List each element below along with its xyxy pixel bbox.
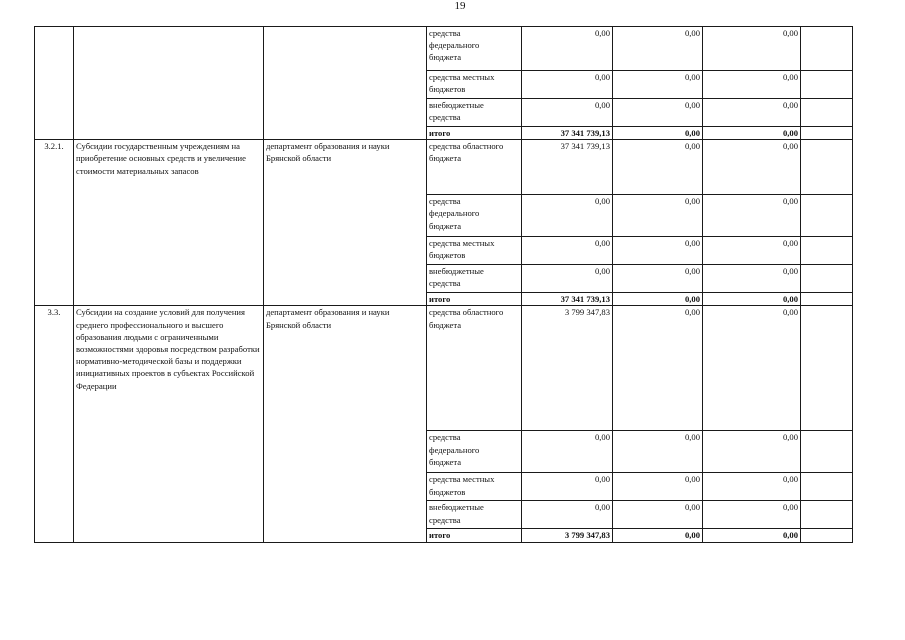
- empty-cell: [801, 237, 853, 265]
- empty-cell: [801, 293, 853, 306]
- total-amount-cell: 0,00: [613, 529, 703, 542]
- funding-source-cell: средства местных бюджетов: [427, 71, 522, 99]
- amount-cell: 0,00: [703, 99, 801, 127]
- funding-source-cell: внебюджетные средства: [427, 501, 522, 529]
- total-amount-cell: 37 341 739,13: [522, 293, 613, 306]
- amount-cell: 0,00: [703, 237, 801, 265]
- funding-source-cell: средства местных бюджетов: [427, 473, 522, 501]
- amount-cell: 0,00: [613, 265, 703, 293]
- empty-cell: [801, 71, 853, 99]
- amount-cell: 0,00: [703, 71, 801, 99]
- amount-cell: 0,00: [613, 195, 703, 237]
- amount-cell: 0,00: [613, 473, 703, 501]
- amount-cell: 0,00: [703, 140, 801, 195]
- measure-name: Субсидии на создание условий для получения среднего профессионального и высшего образования людьми с ограниченными возможностями здоровья посредством разработки нормативно-методической базы и поддержки инициативных проектов в субъектах Российской Федерации: [74, 306, 264, 542]
- total-amount-cell: 0,00: [613, 293, 703, 306]
- amount-cell: 0,00: [522, 27, 613, 71]
- amount-cell: 0,00: [613, 71, 703, 99]
- amount-cell: 3 799 347,83: [522, 306, 613, 431]
- amount-cell: 0,00: [613, 237, 703, 265]
- funding-source-cell: средства федерального бюджета: [427, 195, 522, 237]
- amount-cell: 0,00: [703, 306, 801, 431]
- amount-cell: 0,00: [613, 431, 703, 473]
- funding-source-cell: внебюджетные средства: [427, 265, 522, 293]
- measure-name: Субсидии государственным учреждениям на приобретение основных средств и увеличение стоимости материальных запасов: [74, 140, 264, 306]
- amount-cell: 0,00: [613, 99, 703, 127]
- amount-cell: 0,00: [522, 501, 613, 529]
- empty-cell: [801, 306, 853, 431]
- amount-cell: 0,00: [522, 195, 613, 237]
- empty-cell: [801, 99, 853, 127]
- executor-cell: [264, 27, 427, 140]
- total-amount-cell: 0,00: [613, 127, 703, 140]
- item-number: 3.3.: [35, 306, 74, 542]
- amount-cell: 0,00: [703, 27, 801, 71]
- amount-cell: 37 341 739,13: [522, 140, 613, 195]
- total-amount-cell: 0,00: [703, 293, 801, 306]
- funding-source-cell: средства областного бюджета: [427, 306, 522, 431]
- total-amount-cell: 37 341 739,13: [522, 127, 613, 140]
- amount-cell: 0,00: [522, 71, 613, 99]
- amount-cell: 0,00: [703, 431, 801, 473]
- table-row: [35, 306, 853, 431]
- amount-cell: 0,00: [522, 431, 613, 473]
- amount-cell: 0,00: [613, 27, 703, 71]
- amount-cell: 0,00: [613, 501, 703, 529]
- total-amount-cell: 0,00: [703, 529, 801, 542]
- total-label-cell: итого: [427, 127, 522, 140]
- funding-table: [34, 26, 853, 543]
- amount-cell: 0,00: [613, 306, 703, 431]
- amount-cell: 0,00: [703, 265, 801, 293]
- amount-cell: 0,00: [522, 473, 613, 501]
- amount-cell: 0,00: [613, 140, 703, 195]
- total-label-cell: итого: [427, 529, 522, 542]
- amount-cell: 0,00: [522, 237, 613, 265]
- empty-cell: [801, 195, 853, 237]
- amount-cell: 0,00: [703, 473, 801, 501]
- number-cell: [35, 27, 74, 140]
- empty-cell: [801, 140, 853, 195]
- item-number: 3.2.1.: [35, 140, 74, 306]
- funding-source-cell: средства федерального бюджета: [427, 431, 522, 473]
- executor-name: департамент образования и науки Брянской области: [264, 140, 427, 306]
- table-row: [35, 140, 853, 195]
- empty-cell: [801, 127, 853, 140]
- empty-cell: [801, 265, 853, 293]
- empty-cell: [801, 27, 853, 71]
- amount-cell: 0,00: [522, 99, 613, 127]
- page-number: 19: [454, 0, 466, 12]
- empty-cell: [801, 529, 853, 542]
- measure-name-cell: [74, 27, 264, 140]
- total-amount-cell: 3 799 347,83: [522, 529, 613, 542]
- empty-cell: [801, 473, 853, 501]
- total-amount-cell: 0,00: [703, 127, 801, 140]
- funding-source-cell: средства местных бюджетов: [427, 237, 522, 265]
- empty-cell: [801, 501, 853, 529]
- funding-source-cell: внебюджетные средства: [427, 99, 522, 127]
- funding-source-cell: средства федерального бюджета: [427, 27, 522, 71]
- amount-cell: 0,00: [703, 501, 801, 529]
- amount-cell: 0,00: [703, 195, 801, 237]
- amount-cell: 0,00: [522, 265, 613, 293]
- executor-name: департамент образования и науки Брянской области: [264, 306, 427, 542]
- total-label-cell: итого: [427, 293, 522, 306]
- empty-cell: [801, 431, 853, 473]
- table-row: [35, 27, 853, 71]
- funding-source-cell: средства областного бюджета: [427, 140, 522, 195]
